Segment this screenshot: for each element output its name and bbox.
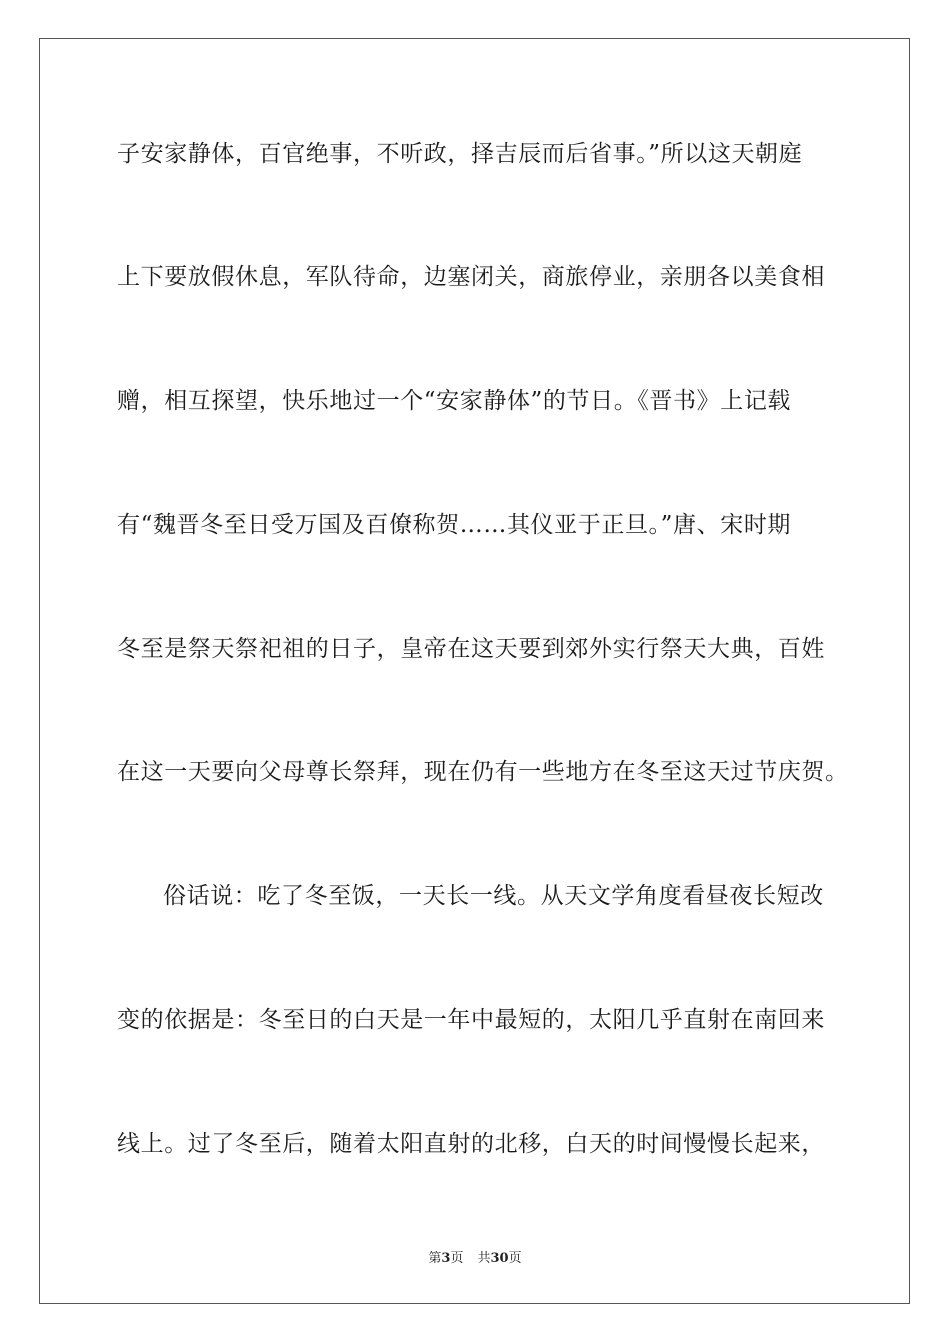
body-line: 线上。过了冬至后，随着太阳直射的北移，白天的时间慢慢长起来，: [117, 1131, 825, 1157]
page-frame: [39, 38, 910, 1304]
footer-page-number: 3: [441, 1251, 451, 1266]
body-line: 有“魏晋冬至日受万国及百僚称贺……其仪亚于正旦。”唐、宋时期: [117, 512, 792, 538]
body-line: 冬至是祭天祭祀祖的日子，皇帝在这天要到郊外实行祭天大典，百姓: [117, 636, 825, 662]
footer-total-pages: 30: [490, 1251, 509, 1266]
paragraph-first-line: 俗话说：吃了冬至饭，一天长一线。从天文学角度看昼夜长短改: [163, 883, 824, 909]
body-line: 在这一天要向父母尊长祭拜，现在仍有一些地方在冬至这天过节庆贺。: [117, 759, 849, 785]
body-line: 赠，相互探望，快乐地过一个“安家静体”的节日。《晋书》上记载: [117, 388, 792, 414]
body-line: 上下要放假休息，军队待命，边塞闭关，商旅停业，亲朋各以美食相: [117, 264, 825, 290]
footer-page-suffix: 页: [450, 1251, 464, 1266]
body-line: 变的依据是：冬至日的白天是一年中最短的，太阳几乎直射在南回来: [117, 1007, 825, 1033]
footer-total-suffix: 页: [508, 1251, 522, 1266]
body-line: 子安家静体，百官绝事，不听政，择吉辰而后省事。”所以这天朝庭: [117, 141, 803, 167]
footer-total-prefix: 共: [477, 1251, 491, 1266]
footer-page-prefix: 第: [428, 1251, 442, 1266]
page-footer: [0, 1247, 950, 1266]
